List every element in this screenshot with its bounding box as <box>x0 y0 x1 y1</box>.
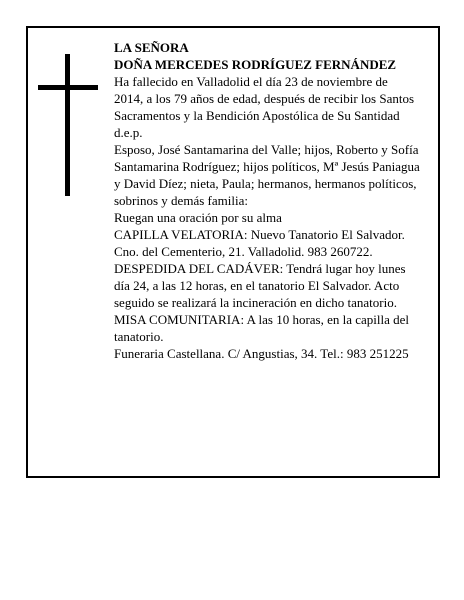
notice-heading: LA SEÑORA <box>114 40 189 55</box>
dep-abbreviation: d.e.p. <box>114 125 143 140</box>
family-list: Esposo, José Santamarina del Valle; hijos, Roberto y Sofía Santamarina Rodríguez; hijos políticos, Mª Jesús Paniagua y David Díez; nieta, Paula; hermanos, hermanos políticos, sobrinos y demás familia: <box>114 142 420 208</box>
deceased-name: DOÑA MERCEDES RODRÍGUEZ FERNÁNDEZ <box>114 57 397 72</box>
chapel-info: CAPILLA VELATORIA: Nuevo Tanatorio El Salvador. Cno. del Cementerio, 21. Valladolid. 983 260722. <box>114 227 405 259</box>
cross-horizontal-bar <box>38 85 98 90</box>
farewell-info: DESPEDIDA DEL CADÁVER: Tendrá lugar hoy lunes día 24, a las 12 horas, en el tanatorio El Salvador. Acto seguido se realizará la incineración en dicho tanatorio. <box>114 261 406 310</box>
death-announcement: Ha fallecido en Valladolid el día 23 de noviembre de 2014, a los 79 años de edad, después de recibir los Santos Sacramentos y la Bendición Apostólica de Su Santidad <box>114 74 415 123</box>
funeral-home-info: Funeraria Castellana. C/ Angustias, 34. Tel.: 983 251225 <box>114 346 409 361</box>
mass-info: MISA COMUNITARIA: A las 10 horas, en la capilla del tanatorio. <box>114 312 410 344</box>
cross-vertical-bar <box>65 54 70 196</box>
notice-text <box>114 39 420 362</box>
prayer-request: Ruegan una oración por su alma <box>114 210 282 225</box>
cross-icon <box>38 54 98 196</box>
